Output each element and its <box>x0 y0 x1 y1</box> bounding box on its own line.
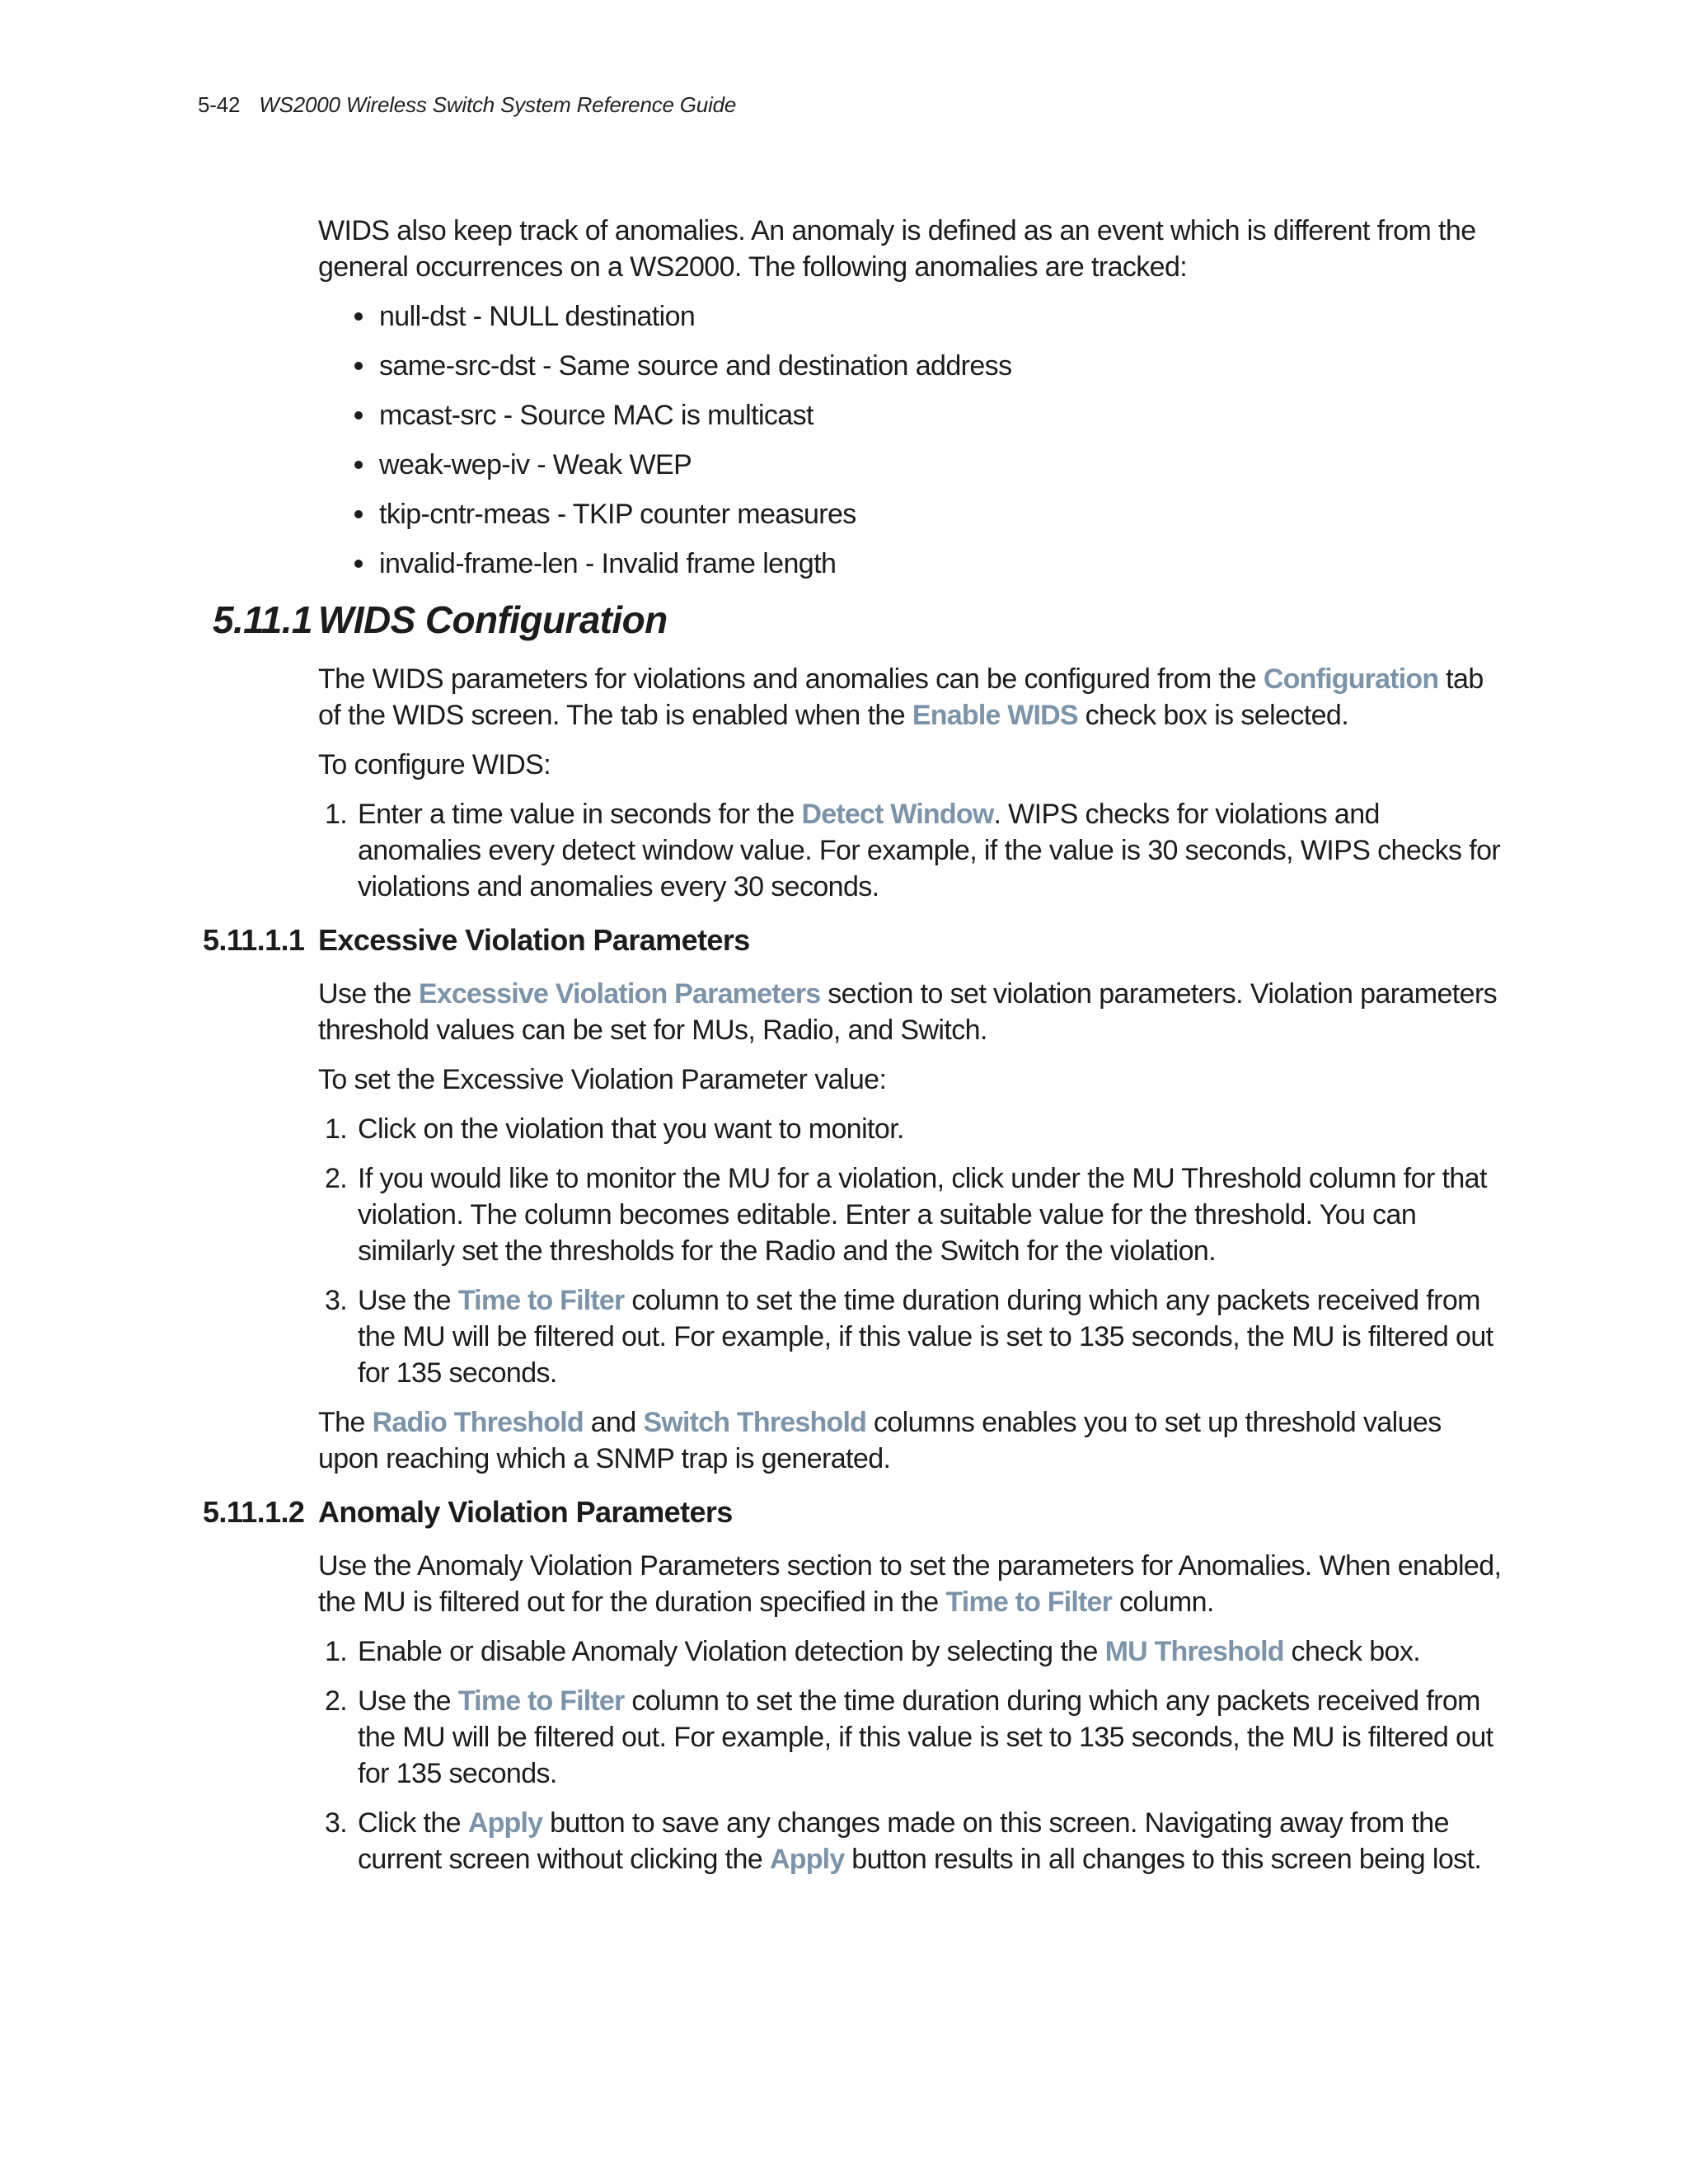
text-run: If you would like to monitor the MU for a violation, click under the MU Threshold column for that violation. The column becomes editable. Enter a suitable value for the threshold. You can similarly set the thresholds for the Radio and the Switch for the violation. <box>358 1163 1487 1267</box>
list-item: weak-wep-iv - Weak WEP <box>379 447 1505 483</box>
list-item <box>325 1282 1505 1391</box>
keyword-mu-threshold: MU Threshold <box>1104 1636 1284 1667</box>
text-run: The WIDS parameters for violations and anomalies can be configured from the <box>318 663 1264 695</box>
text-run: Use the <box>358 1285 458 1316</box>
text-run: Click on the violation that you want to monitor. <box>358 1113 904 1145</box>
list-item <box>325 1633 1505 1670</box>
keyword-time-to-filter: Time to Filter <box>457 1285 625 1316</box>
step-number: 2. <box>325 1163 348 1194</box>
subsection-heading <box>203 921 1505 959</box>
subsection-number: 5.11.1.2 <box>203 1495 305 1529</box>
list-item: same-src-dst - Same source and destination address <box>379 348 1505 384</box>
text-run: Use the <box>318 978 419 1010</box>
list-item <box>325 1683 1505 1792</box>
keyword-configuration: Configuration <box>1263 663 1439 695</box>
keyword-apply: Apply <box>467 1807 543 1839</box>
text-run: Click the <box>358 1807 468 1839</box>
text-run: button to save any changes made on this screen. Navigating away from the current screen without clicking the <box>358 1807 1449 1875</box>
keyword-apply: Apply <box>769 1844 845 1875</box>
intro-paragraph: WIDS also keep track of anomalies. An anomaly is defined as an event which is different from the general occurrences on a WS2000. The following anomalies are tracked: <box>318 215 1476 283</box>
step-number: 1. <box>325 1113 348 1145</box>
configure-steps <box>318 796 1505 905</box>
subsection-title: Excessive Violation Parameters <box>318 923 750 957</box>
excessive-violation-steps <box>318 1111 1505 1391</box>
text-run: Use the Anomaly Violation Parameters section to set the parameters for Anomalies. When enabled, the MU is filtered out for the duration specified in the <box>318 1550 1502 1618</box>
anomaly-list <box>318 298 1505 582</box>
text-run: Enter a time value in seconds for the <box>358 799 802 830</box>
step-number: 1. <box>325 1636 348 1667</box>
anomaly-violation-steps <box>318 1633 1505 1877</box>
keyword-time-to-filter: Time to Filter <box>945 1586 1113 1618</box>
subsection-paragraph: To set the Excessive Violation Parameter value: <box>318 1064 887 1095</box>
step-number: 1. <box>325 799 348 830</box>
text-run: check box is selected. <box>1077 700 1349 731</box>
subsection-paragraph <box>318 976 1505 1048</box>
section-heading <box>213 597 1505 643</box>
text-run: Use the <box>358 1685 458 1717</box>
keyword-excessive-violation-parameters: Excessive Violation Parameters <box>418 978 821 1010</box>
document-body <box>203 213 1505 1891</box>
text-run: . WIPS checks for violations and anomalies every detect window value. For example, if the value is 30 seconds, WIPS checks for violations and anomalies every 30 seconds. <box>358 799 1501 902</box>
text-run: The <box>318 1407 373 1438</box>
text-run: check box. <box>1283 1636 1421 1667</box>
subsection-heading <box>203 1493 1505 1531</box>
text-run: section to set violation parameters. Violation parameters threshold values can be set for MUs, Radio, and Switch. <box>318 978 1498 1046</box>
running-header <box>198 92 736 118</box>
list-item <box>325 1111 1505 1147</box>
text-run: button results in all changes to this screen being lost. <box>844 1844 1482 1875</box>
keyword-enable-wids: Enable WIDS <box>912 700 1078 731</box>
keyword-switch-threshold: Switch Threshold <box>643 1407 867 1438</box>
text-run: column to set the time duration during which any packets received from the MU will be filtered out. For example, if this value is set to 135 seconds, the MU is filtered out for 135 seconds. <box>358 1285 1493 1389</box>
step-number: 3. <box>325 1807 348 1839</box>
subsection-paragraph <box>318 1404 1505 1477</box>
text-run: columns enables you to set up threshold values upon reaching which a SNMP trap is generated. <box>318 1407 1442 1474</box>
section-title: WIDS Configuration <box>318 598 668 641</box>
guide-title: WS2000 Wireless Switch System Reference Guide <box>259 92 737 117</box>
list-item <box>325 796 1505 905</box>
text-run: and <box>583 1407 644 1438</box>
list-item: mcast-src - Source MAC is multicast <box>379 397 1505 434</box>
list-item <box>325 1160 1505 1269</box>
list-item: invalid-frame-len - Invalid frame length <box>379 546 1505 582</box>
section-paragraph <box>318 661 1505 733</box>
subsection-title: Anomaly Violation Parameters <box>318 1495 733 1529</box>
text-run: column. <box>1112 1586 1214 1618</box>
keyword-detect-window: Detect Window <box>801 799 994 830</box>
subsection-number: 5.11.1.1 <box>203 923 305 957</box>
list-item: null-dst - NULL destination <box>379 298 1505 335</box>
step-number: 3. <box>325 1285 348 1316</box>
section-number: 5.11.1 <box>213 598 312 641</box>
text-run: Enable or disable Anomaly Violation detection by selecting the <box>358 1636 1105 1667</box>
list-item <box>325 1805 1505 1877</box>
page-number: 5-42 <box>198 92 241 117</box>
step-number: 2. <box>325 1685 348 1717</box>
list-item: tkip-cntr-meas - TKIP counter measures <box>379 496 1505 532</box>
subsection-paragraph <box>318 1548 1505 1620</box>
text-run: tab of the WIDS screen. The tab is enabled when the <box>318 663 1484 731</box>
text-run: column to set the time duration during which any packets received from the MU will be filtered out. For example, if this value is set to 135 seconds, the MU is filtered out for 135 seconds. <box>358 1685 1493 1789</box>
keyword-radio-threshold: Radio Threshold <box>372 1407 584 1438</box>
keyword-time-to-filter: Time to Filter <box>457 1685 625 1717</box>
section-paragraph: To configure WIDS: <box>318 749 551 780</box>
